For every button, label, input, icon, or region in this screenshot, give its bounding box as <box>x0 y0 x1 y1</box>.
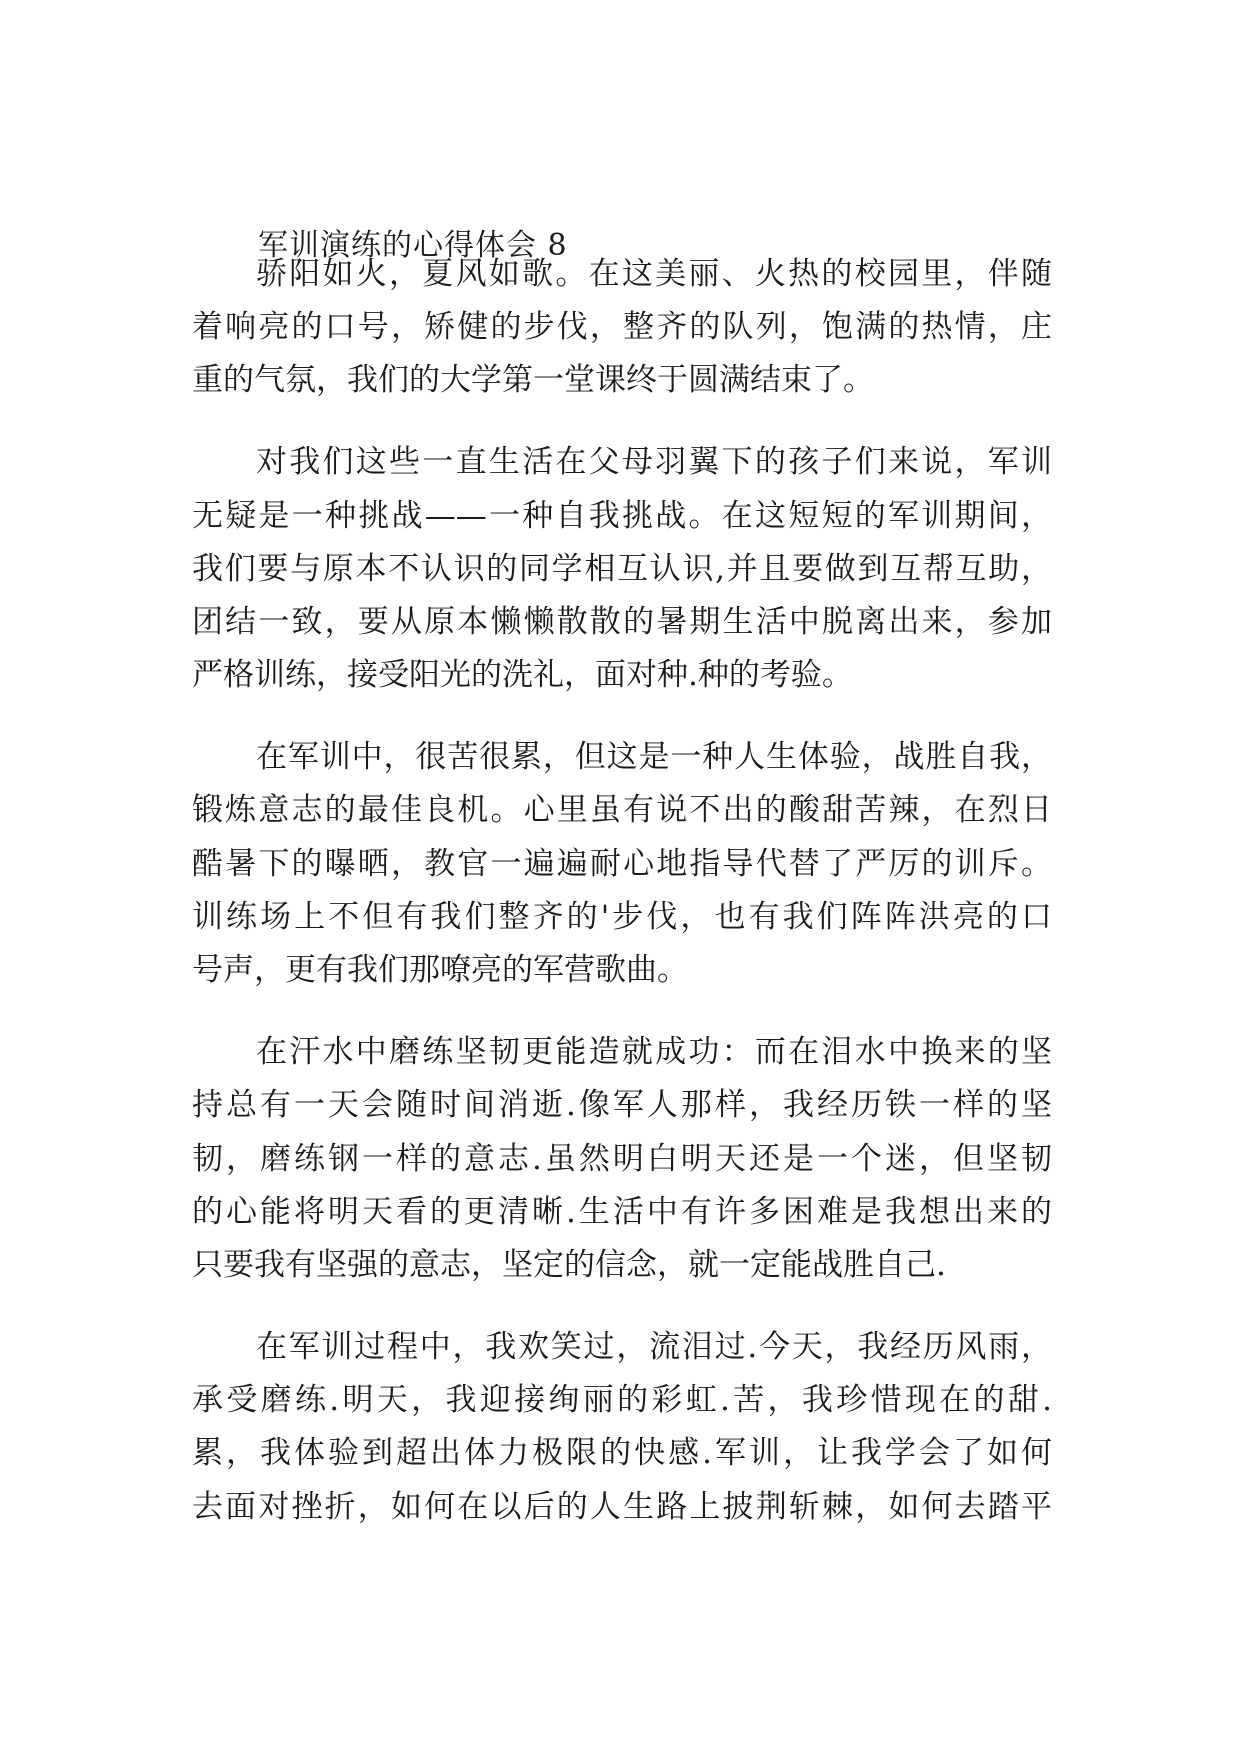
text-line: 对我们这些一直生活在父母羽翼下的孩子们来说，军训 <box>256 444 1052 480</box>
text-line: 的心能将明天看的更清晰.生活中有许多困难是我想出来的 <box>192 1194 1052 1230</box>
text-line: 锻炼意志的最佳良机。心里虽有说不出的酸甜苦辣，在烈日 <box>192 792 1052 828</box>
text-line: 持总有一天会随时间消逝.像军人那样，我经历铁一样的坚 <box>192 1087 1052 1123</box>
text-line: 在军训过程中，我欢笑过，流泪过.今天，我经历风雨， <box>256 1329 1052 1365</box>
text-line: 只要我有坚强的意志，坚定的信念，就一定能战胜自己. <box>192 1247 946 1283</box>
text-line: 酷暑下的曝晒，教官一遍遍耐心地指导代替了严厉的训斥。 <box>192 846 1052 882</box>
text-line: 韧，磨练钢一样的意志.虽然明白明天还是一个迷，但坚韧 <box>192 1141 1052 1177</box>
text-line: 去面对挫折，如何在以后的人生路上披荆斩棘，如何去踏平 <box>192 1489 1052 1525</box>
text-line: 我们要与原本不认识的同学相互认识,并且要做到互帮互助， <box>192 551 1052 587</box>
text-line: 号声，更有我们那嘹亮的军营歌曲。 <box>192 952 688 988</box>
text-line: 严格训练，接受阳光的洗礼，面对种.种的考验。 <box>192 657 853 693</box>
text-line: 骄阳如火，夏风如歌。在这美丽、火热的校园里，伴随 <box>256 256 1052 292</box>
text-line: 团结一致，要从原本懒懒散散的暑期生活中脱离出来，参加 <box>192 604 1052 640</box>
text-line: 重的气氛，我们的大学第一堂课终于圆满结束了。 <box>192 362 874 398</box>
text-line: 累，我体验到超出体力极限的快感.军训，让我学会了如何 <box>192 1435 1052 1471</box>
document-title: 军训演练的心得体会 8 <box>258 228 568 263</box>
text-line: 着响亮的口号，矫健的步伐，整齐的队列，饱满的热情，庄 <box>192 309 1052 345</box>
text-line: 在军训中，很苦很累，但这是一种人生体验，战胜自我， <box>256 739 1052 775</box>
text-line: 无疑是一种挑战——一种自我挑战。在这短短的军训期间， <box>192 498 1052 534</box>
text-line: 承受磨练.明天，我迎接绚丽的彩虹.苦，我珍惜现在的甜. <box>192 1382 1052 1418</box>
text-line: 在汗水中磨练坚韧更能造就成功：而在泪水中换来的坚 <box>256 1034 1052 1070</box>
text-line: 训练场上不但有我们整齐的'步伐，也有我们阵阵洪亮的口 <box>192 899 1052 935</box>
